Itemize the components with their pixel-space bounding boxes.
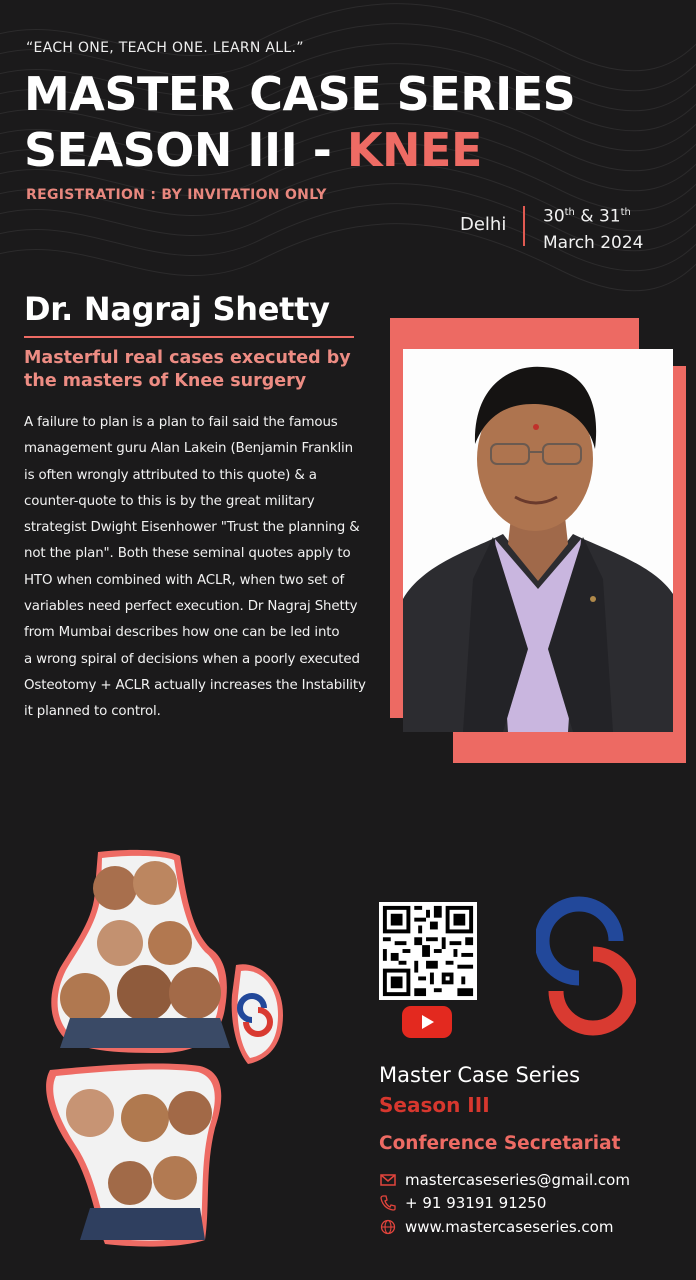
email-text[interactable]: mastercaseseries@gmail.com bbox=[405, 1171, 630, 1189]
description-line: Osteotomy + ACLR actually increases the Instability bbox=[24, 677, 366, 693]
description-line: management guru Alan Lakein (Benjamin Franklin bbox=[24, 441, 353, 457]
footer-season: Season III bbox=[379, 1093, 490, 1117]
date-divider bbox=[523, 206, 525, 246]
contact-email[interactable] bbox=[379, 1171, 630, 1189]
registration-note: REGISTRATION : BY INVITATION ONLY bbox=[26, 187, 327, 203]
tagline: “EACH ONE, TEACH ONE. LEARN ALL.” bbox=[26, 40, 304, 56]
master-case-series-logo bbox=[536, 896, 636, 1036]
mail-icon bbox=[379, 1171, 397, 1189]
phone-text[interactable]: + 91 93191 91250 bbox=[405, 1194, 547, 1212]
speaker-photo bbox=[403, 349, 673, 732]
contact-website[interactable] bbox=[379, 1218, 613, 1236]
description-line: strategist Dwight Eisenhower "Trust the planning & bbox=[24, 520, 360, 536]
title-line-1: MASTER CASE SERIES bbox=[24, 67, 576, 121]
title-line-2 bbox=[24, 122, 575, 178]
description-line: a wrong spiral of decisions when a poorly executed bbox=[24, 651, 360, 667]
phone-icon bbox=[379, 1194, 397, 1212]
speaker-name: Dr. Nagraj Shetty bbox=[24, 290, 330, 328]
description-line: HTO when combined with ACLR, when two set of bbox=[24, 572, 345, 588]
qr-code[interactable] bbox=[379, 902, 477, 1000]
event-dates bbox=[543, 200, 644, 256]
description-line: not the plan". Both these seminal quotes apply to bbox=[24, 546, 351, 562]
description-line: counter-quote to this is by the great military bbox=[24, 493, 315, 509]
talk-description bbox=[24, 410, 364, 726]
globe-icon bbox=[379, 1218, 397, 1236]
youtube-icon[interactable] bbox=[402, 1006, 452, 1038]
description-line: A failure to plan is a plan to fail said the famous bbox=[24, 415, 338, 430]
contact-phone[interactable] bbox=[379, 1194, 546, 1212]
description-line: variables need perfect execution. Dr Nagraj Shetty bbox=[24, 599, 358, 615]
page-title bbox=[24, 66, 575, 178]
event-month-year: March 2024 bbox=[543, 232, 644, 253]
description-line: it planned to control. bbox=[24, 704, 161, 720]
event-days: 30th & 31th bbox=[543, 206, 631, 227]
description-line: from Mumbai describes how one can be led into bbox=[24, 625, 340, 641]
name-underline bbox=[24, 336, 354, 338]
event-city: Delhi bbox=[460, 214, 507, 235]
footer-series-name: Master Case Series bbox=[379, 1063, 581, 1087]
description-line: is often wrongly attributed to this quote) & a bbox=[24, 467, 317, 483]
website-text[interactable]: www.mastercaseseries.com bbox=[405, 1218, 614, 1236]
patella-logo-tile bbox=[228, 960, 288, 1065]
talk-subtitle: Masterful real cases executed by the masters of Knee surgery bbox=[24, 348, 351, 391]
conference-secretariat-heading: Conference Secretariat bbox=[379, 1133, 621, 1154]
title-season: SEASON III - bbox=[24, 123, 347, 177]
title-knee: KNEE bbox=[346, 123, 482, 177]
